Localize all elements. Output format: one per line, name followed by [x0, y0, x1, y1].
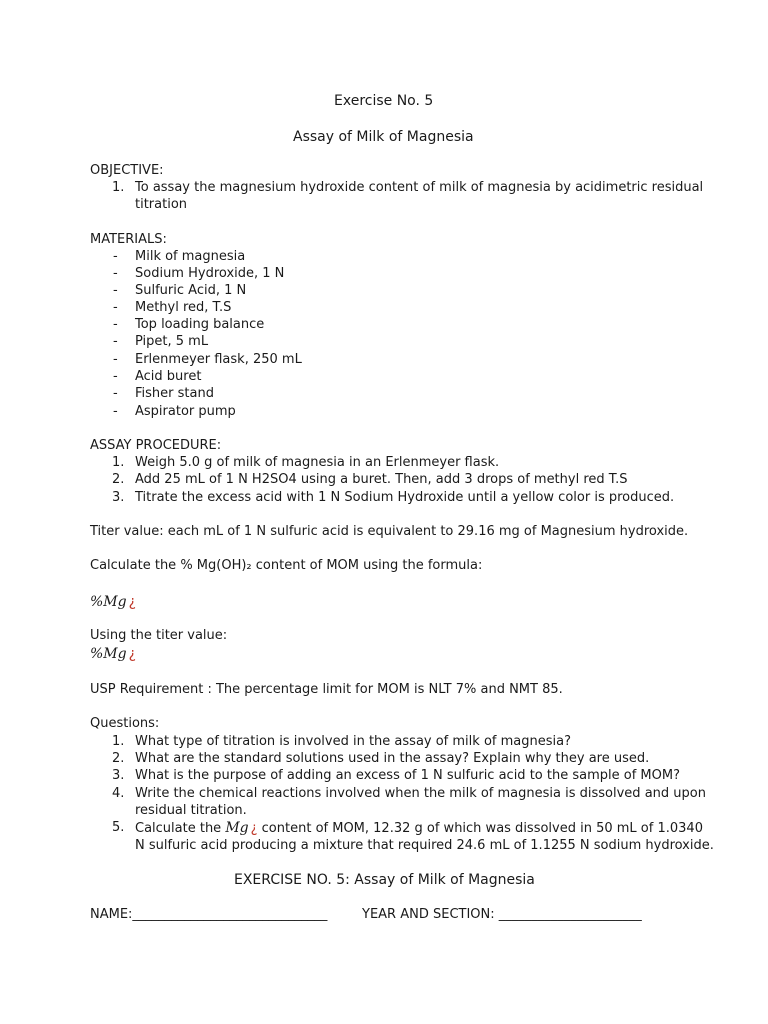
material-item: Sodium Hydroxide, 1 N [135, 266, 285, 281]
formula-text: %Mg [90, 646, 127, 662]
material-item: Milk of magnesia [135, 249, 246, 264]
bullet: - [113, 386, 118, 401]
year-section-field: YEAR AND SECTION: ______________________ [362, 907, 642, 922]
exercise-number: Exercise No. 5 [334, 93, 434, 109]
question-text: Write the chemical reactions involved when the milk of magnesia is dissolved and upon [135, 786, 706, 801]
question-number: 1. [112, 734, 125, 749]
procedure-step-text: Titrate the excess acid with 1 N Sodium Hydroxide until a yellow color is produced. [135, 490, 675, 505]
bullet: - [113, 283, 118, 298]
using-titer-label: Using the titer value: [90, 628, 228, 643]
question-number: 5. [112, 820, 125, 835]
materials-label: MATERIALS: [90, 232, 167, 247]
procedure-step-number: 1. [112, 455, 125, 470]
formula-percent-mg [90, 594, 136, 611]
objective-item-text-cont: titration [135, 197, 188, 212]
bullet: - [113, 266, 118, 281]
calculate-instruction: Calculate the % Mg(OH)₂ content of MOM using the formula: [90, 558, 483, 573]
question-text: What are the standard solutions used in the assay? Explain why they are used. [135, 751, 650, 766]
formula-text: %Mg [90, 594, 127, 610]
question-number: 4. [112, 786, 125, 801]
question-number: 2. [112, 751, 125, 766]
bullet: - [113, 317, 118, 332]
bullet: - [113, 249, 118, 264]
material-item: Aspirator pump [135, 404, 236, 419]
formula-placeholder-glyph: ¿ [128, 594, 137, 610]
procedure-step-number: 3. [112, 490, 125, 505]
material-item: Erlenmeyer flask, 250 mL [135, 352, 302, 367]
question-text [135, 820, 703, 837]
objective-item-number: 1. [112, 180, 125, 195]
question-text-part: Calculate the [135, 821, 226, 836]
bullet: - [113, 300, 118, 315]
question-text: What type of titration is involved in the assay of milk of magnesia? [135, 734, 571, 749]
material-item: Pipet, 5 mL [135, 334, 209, 349]
titer-value-text: Titer value: each mL of 1 N sulfuric acid is equivalent to 29.16 mg of Magnesium hydroxide. [90, 524, 689, 539]
questions-label: Questions: [90, 716, 160, 731]
formula-placeholder-glyph: ¿ [250, 821, 258, 836]
document-title: Assay of Milk of Magnesia [293, 129, 474, 145]
question-number: 3. [112, 768, 125, 783]
material-item: Top loading balance [135, 317, 265, 332]
objective-label: OBJECTIVE: [90, 163, 164, 178]
bullet: - [113, 334, 118, 349]
formula-placeholder-glyph: ¿ [128, 646, 137, 662]
procedure-step-number: 2. [112, 472, 125, 487]
material-item: Sulfuric Acid, 1 N [135, 283, 247, 298]
material-item: Fisher stand [135, 386, 214, 401]
name-field: NAME:______________________________ [90, 907, 328, 922]
material-item: Acid buret [135, 369, 202, 384]
answer-sheet-title: EXERCISE NO. 5: Assay of Milk of Magnesia [234, 872, 535, 888]
bullet: - [113, 352, 118, 367]
formula-text: Mg [225, 820, 249, 836]
usp-requirement: USP Requirement : The percentage limit for MOM is NLT 7% and NMT 85. [90, 682, 563, 697]
bullet: - [113, 404, 118, 419]
formula-percent-mg-titer [90, 646, 136, 663]
question-text: What is the purpose of adding an excess of 1 N sulfuric acid to the sample of MOM? [135, 768, 680, 783]
material-item: Methyl red, T.S [135, 300, 232, 315]
procedure-step-text: Weigh 5.0 g of milk of magnesia in an Erlenmeyer flask. [135, 455, 500, 470]
question-text-cont: N sulfuric acid producing a mixture that required 24.6 mL of 1.1255 N sodium hydroxide. [135, 838, 714, 853]
objective-item-text: To assay the magnesium hydroxide content of milk of magnesia by acidimetric residual [135, 180, 704, 195]
question-text-part: content of MOM, 12.32 g of which was dissolved in 50 mL of 1.0340 [257, 821, 703, 836]
procedure-label: ASSAY PROCEDURE: [90, 438, 222, 453]
question-text-cont: residual titration. [135, 803, 247, 818]
procedure-step-text: Add 25 mL of 1 N H2SO4 using a buret. Then, add 3 drops of methyl red T.S [135, 472, 628, 487]
bullet: - [113, 369, 118, 384]
